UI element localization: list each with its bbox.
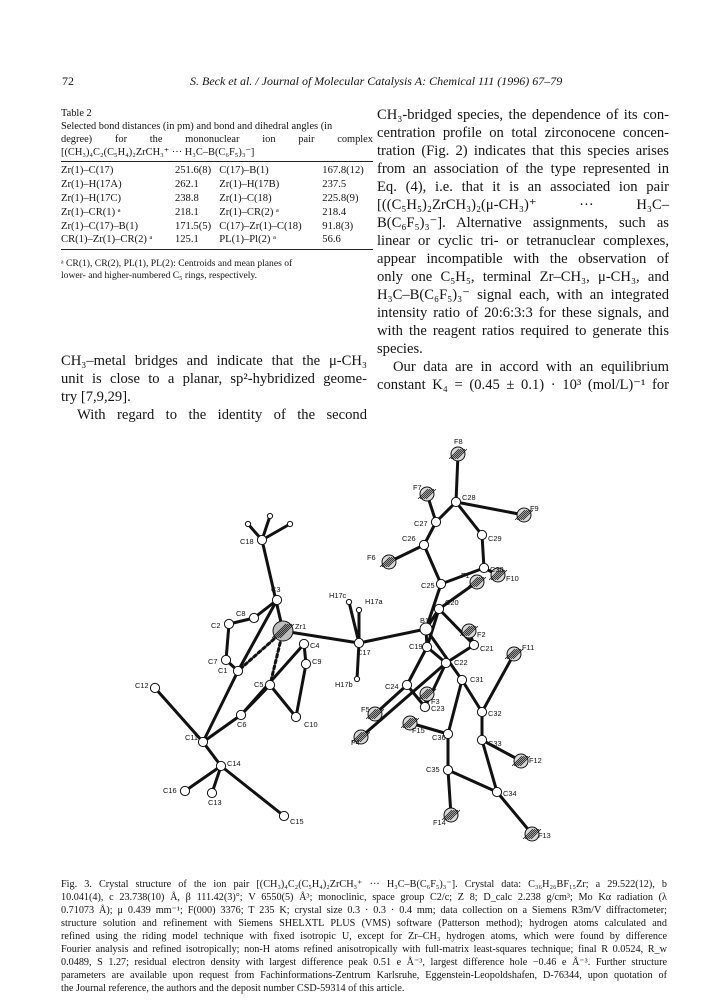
table-row bbox=[61, 219, 373, 233]
table-caption-line: Selected bond distances (in pm) and bond and dihedral angles (in bbox=[61, 121, 333, 132]
atom-c5 bbox=[265, 680, 274, 689]
table-footnote bbox=[61, 258, 373, 282]
running-header bbox=[0, 74, 720, 90]
atom-label: C15 bbox=[290, 817, 304, 826]
bond-value: 171.5(5) bbox=[174, 220, 212, 232]
caption-line: Fig. 3. Crystal structure of the ion pair [(CH₃)₄C₂(C₅H₄)₂ZrCH₃⁺ ··· H₃C–B(C₆F₅)₃⁻]. Crystal data: C₃₆H₂₆BF₁₅Zr; a 29.522(12), b bbox=[61, 879, 667, 890]
atom-c29 bbox=[477, 530, 486, 539]
atom-c34 bbox=[492, 787, 501, 796]
bond-line bbox=[482, 654, 514, 712]
atom-label: F1 bbox=[461, 571, 470, 580]
atom-label: C27 bbox=[414, 519, 428, 528]
bond-label: Zr(1)–H(17B) bbox=[219, 179, 280, 191]
bond-value: 238.8 bbox=[174, 192, 199, 204]
bond-line bbox=[283, 631, 359, 643]
bond-value: 218.1 bbox=[174, 206, 199, 218]
atom-label: C30 bbox=[490, 565, 504, 574]
bond-label: Zr(1)–H(17C) bbox=[61, 192, 122, 204]
atom-label: F2 bbox=[477, 630, 486, 639]
atom-label: F3 bbox=[431, 697, 440, 706]
atom-label: C32 bbox=[488, 709, 502, 718]
atom-c16 bbox=[180, 786, 189, 795]
atom-label: F14 bbox=[433, 818, 446, 827]
atom-label: C6 bbox=[237, 720, 247, 729]
atom-label: F9 bbox=[530, 504, 539, 513]
caption-line: 10.041(4), c 23.738(10) Å, β 111.42(3)°; V 6550(5) Å³; monoclinic, space group C2/c; Z 8; D_calc 2.238 g/cm³; Mo Kα radiation (λ bbox=[61, 892, 667, 903]
atom-c13 bbox=[207, 788, 216, 797]
atom-label: F13 bbox=[538, 831, 551, 840]
atom-h18b bbox=[287, 521, 292, 526]
atom-h17c bbox=[346, 599, 351, 604]
atom-c15 bbox=[279, 811, 288, 820]
bond-table bbox=[61, 164, 373, 247]
atom-label: C1 bbox=[218, 666, 228, 675]
atom-c22 bbox=[441, 658, 450, 667]
journal-citation: S. Beck et al. / Journal of Molecular Catalysis A: Chemical 111 (1996) 67–79 bbox=[190, 74, 563, 88]
atom-label: H17c bbox=[329, 591, 347, 600]
atom-label: C23 bbox=[431, 704, 445, 713]
atom-c32 bbox=[477, 707, 486, 716]
atom-label: C9 bbox=[312, 657, 322, 666]
caption-line: 0.71073 Å); μ 0.439 mm⁻¹; F(000) 3376; T 235 K; crystal size 0.3 · 0.3 · 0.4 mm; data collection on a Siemens R3m/V diffractometer; bbox=[61, 905, 667, 916]
bond-value: 167.8(12) bbox=[322, 165, 364, 177]
atom-c6 bbox=[236, 710, 245, 719]
atom-c9 bbox=[301, 659, 310, 668]
atom-label: F7 bbox=[413, 483, 422, 492]
body-line: Eq. (4), i.e. that it is an associated ion pair bbox=[377, 179, 669, 195]
caption-line: Fourier analysis and refined isotropically; non-H atoms refined anisotropically with full-matrix least-squares technique; final R 0.0524, R_w bbox=[61, 944, 667, 955]
left-body-text bbox=[61, 352, 367, 424]
atom-label: C21 bbox=[480, 644, 494, 653]
atom-label: C14 bbox=[227, 759, 241, 768]
bond-label: Zr(1)–C(18) bbox=[219, 192, 272, 204]
atom-label: C13 bbox=[208, 798, 222, 807]
atom-label: C7 bbox=[208, 657, 218, 666]
atom-label: F12 bbox=[529, 756, 542, 765]
bond-value: 125.1 bbox=[174, 234, 199, 246]
bond-line bbox=[270, 685, 296, 717]
bond-line bbox=[448, 680, 462, 734]
bond-label: C(17)–Zr(1)–C(18) bbox=[219, 220, 302, 232]
bond-value: 56.6 bbox=[322, 234, 341, 246]
atom-label: C24 bbox=[385, 682, 399, 691]
bond-value: 225.8(9) bbox=[322, 192, 359, 204]
atom-c7 bbox=[221, 655, 230, 664]
atom-c33 bbox=[477, 735, 486, 744]
bond-value: 91.8(3) bbox=[322, 220, 354, 232]
body-line: Our data are in accord with an equilibrium bbox=[393, 359, 669, 375]
bond-line bbox=[424, 545, 441, 584]
atom-label: C20 bbox=[445, 598, 459, 607]
body-line: With regard to the identity of the second bbox=[77, 407, 367, 423]
atom-label: C33 bbox=[488, 739, 502, 748]
atom-label: F10 bbox=[506, 574, 519, 583]
caption-line: 0.0489, S 1.27; residual electron density with largest difference peak 0.51 e Å⁻³, largest difference hole −0.46 e Å⁻³. Further structure bbox=[61, 957, 667, 968]
atom-h17b bbox=[354, 676, 359, 681]
atom-c27 bbox=[431, 517, 440, 526]
bond-label: Zr(1)–CR(1) ᵃ bbox=[61, 206, 121, 218]
atom-h17a bbox=[356, 607, 361, 612]
bond-value: 218.4 bbox=[322, 206, 347, 218]
bond-line bbox=[359, 629, 426, 643]
atom-label: C35 bbox=[426, 765, 440, 774]
table-footnote-line: ᵃ CR(1), CR(2), PL(1), PL(2): Centroids and mean planes of bbox=[61, 257, 293, 269]
atom-label: C36 bbox=[432, 733, 446, 742]
body-line: [((C₅H₅)₂ZrCH₃)₂(μ-CH₃)⁺ ··· H₃C– bbox=[377, 197, 669, 213]
bond-line bbox=[462, 680, 482, 712]
atom-c23 bbox=[420, 702, 429, 711]
bond-label: C(17)–B(1) bbox=[219, 165, 269, 177]
body-line: unit is close to a planar, sp²-hybridized geome- bbox=[61, 371, 367, 387]
bond-label: Zr(1)–C(17) bbox=[61, 165, 114, 177]
bond-label: Zr(1)–CR(2) ᵃ bbox=[219, 206, 279, 218]
table-block bbox=[61, 107, 373, 282]
atom-c30 bbox=[479, 563, 488, 572]
atom-c28 bbox=[451, 497, 460, 506]
atom-c31 bbox=[457, 675, 466, 684]
table-row bbox=[61, 192, 373, 206]
body-line: B(C₆F₅)₃⁻]. Alternative assignments, such as bbox=[377, 215, 669, 231]
body-line: only one C₅H₅, terminal Zr–CH₃, μ-CH₃, and bbox=[377, 269, 669, 285]
atom-label: C3 bbox=[271, 585, 281, 594]
atom-c17 bbox=[354, 638, 363, 647]
atom-label: C28 bbox=[462, 493, 476, 502]
atom-label: H17b bbox=[335, 680, 353, 689]
atom-c10 bbox=[291, 712, 300, 721]
bond-value: 262.1 bbox=[174, 179, 199, 191]
atom-c1 bbox=[233, 666, 242, 675]
atom-label: C22 bbox=[454, 658, 468, 667]
body-line: centration profile on total zirconocene concen- bbox=[377, 125, 669, 141]
atom-h18a bbox=[267, 513, 272, 518]
bond-line bbox=[497, 792, 532, 834]
atom-label: C16 bbox=[163, 786, 177, 795]
bond-line bbox=[296, 664, 306, 717]
page-number: 72 bbox=[62, 74, 74, 88]
table-label: Table 2 bbox=[61, 108, 92, 119]
atom-label: Zr1 bbox=[295, 622, 307, 631]
body-line: from an association of the type represented in bbox=[377, 161, 669, 177]
atom-c35 bbox=[443, 765, 452, 774]
table-bottom-rule bbox=[61, 249, 373, 250]
caption-line: refined using the riding model technique with fixed isotropic U, except for Zr–CH₃ hydrogen atoms, which were found by difference bbox=[61, 931, 667, 942]
table-footnote-line: lower- and higher-numbered C₅ rings, respectively. bbox=[61, 269, 258, 281]
atom-label: F8 bbox=[454, 437, 463, 446]
atom-c21 bbox=[469, 640, 478, 649]
table-caption-line: degree) for the mononuclear ion pair complex bbox=[61, 134, 373, 145]
atom-c12 bbox=[150, 683, 159, 692]
atom-c24 bbox=[402, 680, 411, 689]
atom-c18 bbox=[257, 535, 266, 544]
bond-line bbox=[407, 647, 427, 685]
table-top-rule bbox=[61, 161, 373, 162]
atom-label: C11 bbox=[185, 733, 199, 742]
body-line: constant K₄ = (0.45 ± 0.1) · 10³ (mol/L)⁻¹ for bbox=[377, 377, 669, 393]
atom-c8 bbox=[249, 613, 258, 622]
table-caption bbox=[61, 107, 373, 159]
atom-c26 bbox=[419, 540, 428, 549]
atom-h18c bbox=[245, 521, 250, 526]
atom-label: C10 bbox=[304, 720, 318, 729]
atom-c2 bbox=[224, 619, 233, 628]
atom-label: C12 bbox=[135, 681, 149, 690]
atom-c11 bbox=[198, 737, 207, 746]
caption-line: structure solution and refinement with Siemens SHELXTL PLUS (VMS) software (Patterson method); hydrogen atoms calculated and bbox=[61, 918, 667, 929]
atom-label: H17a bbox=[365, 597, 383, 606]
body-line: appear incompatible with the observation of bbox=[377, 251, 669, 267]
atom-label: C2 bbox=[211, 621, 221, 630]
bond-label: CR(1)–Zr(1)–CR(2) ᵃ bbox=[61, 234, 153, 246]
atom-c19 bbox=[422, 642, 431, 651]
bond-line bbox=[226, 624, 229, 660]
bond-value: 251.6(8) bbox=[174, 165, 212, 177]
table-caption-line: [(CH₃)₄C₂(C₅H₄)₂ZrCH₃⁺ ··· H₃C–B(C₆F₅)₃⁻] bbox=[61, 147, 255, 158]
bond-value: 237.5 bbox=[322, 179, 347, 191]
atom-label: F4 bbox=[351, 738, 360, 747]
atom-label: C17 bbox=[357, 648, 371, 657]
table-row bbox=[61, 178, 373, 192]
bond-label: Zr(1)–C(17)–B(1) bbox=[61, 220, 139, 232]
atom-label: C5 bbox=[254, 680, 264, 689]
body-line: try [7,9,29]. bbox=[61, 389, 131, 405]
body-line: CH₃–metal bridges and indicate that the μ-CH₃ bbox=[61, 353, 367, 369]
crystal-structure-figure bbox=[130, 432, 600, 862]
bond-line bbox=[448, 770, 497, 792]
body-line: linear or cyclic tri- or tetranuclear complexes, bbox=[377, 233, 669, 249]
table-row bbox=[61, 164, 373, 178]
table-row bbox=[61, 233, 373, 247]
atom-label: C25 bbox=[421, 581, 435, 590]
atom-label: C8 bbox=[236, 609, 246, 618]
atom-c25 bbox=[436, 579, 445, 588]
body-line: tration (Fig. 2) indicates that this species arises bbox=[377, 143, 669, 159]
atom-label: F11 bbox=[522, 643, 535, 652]
atom-label: C34 bbox=[503, 789, 517, 798]
body-line: intensity ratio of 20:6:3:3 for these signals, and bbox=[377, 305, 669, 321]
atom-label: F6 bbox=[367, 553, 376, 562]
bond-label: PL(1)–Pl(2) ᵃ bbox=[219, 234, 276, 246]
body-line: CH₃-bridged species, the dependence of its con- bbox=[377, 107, 669, 123]
atom-label: C18 bbox=[240, 537, 254, 546]
atom-c20 bbox=[434, 604, 443, 613]
atom-label: F5 bbox=[361, 705, 370, 714]
atom-label: C29 bbox=[488, 534, 502, 543]
table-row bbox=[61, 205, 373, 219]
atom-c14 bbox=[216, 761, 225, 770]
bond-line bbox=[221, 766, 284, 816]
body-line: H₃C–B(C₆F₅)₃⁻ signal each, with an integrated bbox=[377, 287, 669, 303]
atom-label: C26 bbox=[402, 534, 416, 543]
atom-label: C19 bbox=[409, 642, 423, 651]
body-line: with the reagent ratios required to generate this bbox=[377, 323, 669, 339]
caption-line: parameters are available upon request from Fachinformations-Zentrum Karlsruhe, Eggenstein-Leopoldshafen, D-76344, upon quotation of bbox=[61, 970, 667, 981]
body-line: species. bbox=[377, 341, 423, 357]
caption-line: the Journal reference, the authors and the deposit number CSD-59314 of this article. bbox=[61, 983, 405, 994]
atom-c4 bbox=[299, 639, 308, 648]
atom-c3 bbox=[272, 595, 281, 604]
atom-label: B1 bbox=[420, 616, 430, 625]
atom-label: F15 bbox=[412, 726, 425, 735]
atom-label: C4 bbox=[310, 641, 320, 650]
right-body-text bbox=[377, 106, 669, 394]
figure-caption bbox=[61, 878, 667, 995]
atom-label: C31 bbox=[470, 675, 484, 684]
bond-label: Zr(1)–H(17A) bbox=[61, 179, 122, 191]
